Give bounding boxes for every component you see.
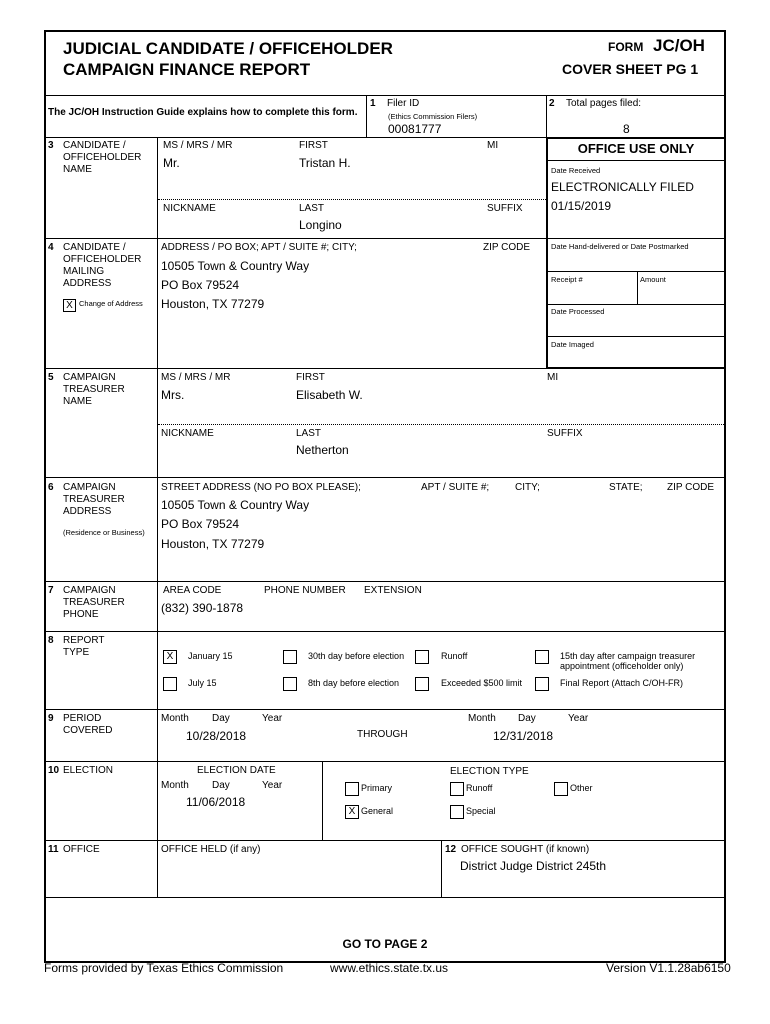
total-pages-value[interactable]: 8	[623, 122, 630, 136]
s7-label-line: CAMPAIGN	[63, 585, 116, 596]
election-type-option-label: Primary	[361, 783, 392, 793]
treasurer-prefix[interactable]: Mrs.	[161, 388, 185, 402]
footer-provider: Forms provided by Texas Ethics Commission	[44, 961, 284, 975]
report-type-label: appointment (officeholder only)	[560, 661, 684, 671]
s5-label-line: NAME	[63, 396, 92, 407]
section-number: 2	[549, 98, 555, 109]
election-type-other-checkbox[interactable]	[554, 782, 568, 796]
divider	[547, 304, 725, 305]
election-type-primary-checkbox[interactable]	[345, 782, 359, 796]
section-number: 5	[48, 372, 54, 383]
treasurer-address-line[interactable]: 10505 Town & Country Way	[161, 498, 310, 512]
mailing-address-line[interactable]: Houston, TX 77279	[161, 297, 265, 311]
divider	[158, 424, 726, 425]
last-name-label: LAST	[296, 428, 322, 439]
change-of-address-label: Change of Address	[79, 299, 143, 308]
form-title-line1: JUDICIAL CANDIDATE / OFFICEHOLDER	[63, 39, 393, 58]
treasurer-first-name[interactable]: Elisabeth W.	[296, 388, 363, 402]
report-type-8th-day-checkbox[interactable]	[283, 677, 297, 691]
s6-label-line: TREASURER	[63, 494, 125, 505]
s3-label-line: CANDIDATE /	[63, 140, 126, 151]
nickname-label: NICKNAME	[161, 428, 214, 439]
treasurer-address-line[interactable]: Houston, TX 77279	[161, 537, 265, 551]
first-name-label: FIRST	[299, 140, 328, 151]
s4-label-line: OFFICEHOLDER	[63, 254, 142, 265]
election-type-option-label: Special	[466, 806, 496, 816]
s4-label-line: CANDIDATE /	[63, 242, 126, 253]
day-label: Day	[212, 780, 230, 791]
divider	[158, 199, 546, 200]
election-date-label: ELECTION DATE	[197, 765, 276, 776]
s5-label-line: TREASURER	[63, 384, 125, 395]
period-to-date[interactable]: 12/31/2018	[493, 729, 554, 743]
go-to-page-2: GO TO PAGE 2	[342, 937, 428, 951]
divider	[44, 840, 726, 841]
treasurer-last-name[interactable]: Netherton	[296, 443, 349, 457]
address-label: ADDRESS / PO BOX; APT / SUITE #; CITY;	[161, 242, 357, 253]
divider	[44, 897, 726, 898]
date-processed-label: Date Processed	[551, 307, 605, 316]
form-label: FORM	[608, 40, 644, 54]
s9-label-line: COVERED	[63, 725, 113, 736]
divider	[44, 709, 726, 710]
office-use-title: OFFICE USE ONLY	[577, 141, 695, 156]
prefix-label: MS / MRS / MR	[163, 140, 233, 151]
divider	[44, 95, 726, 96]
divider	[157, 137, 158, 897]
mi-label: MI	[487, 140, 499, 151]
report-type-final-checkbox[interactable]	[535, 677, 549, 691]
election-type-option-label: General	[361, 806, 394, 816]
section-number: 12	[445, 844, 457, 855]
month-label: Month	[161, 780, 189, 791]
divider	[44, 238, 547, 239]
divider	[547, 238, 725, 239]
s6-label-line: CAMPAIGN	[63, 482, 116, 493]
s8-label-line: REPORT	[63, 635, 105, 646]
instruction-text: The JC/OH Instruction Guide explains how to complete this form.	[48, 107, 358, 118]
divider	[637, 271, 638, 304]
report-type-15th-day-checkbox[interactable]	[535, 650, 549, 664]
apt-suite-label: APT / SUITE #;	[421, 482, 490, 493]
candidate-prefix[interactable]: Mr.	[163, 156, 180, 170]
candidate-last-name[interactable]: Longino	[299, 218, 342, 232]
filer-id-label: Filer ID	[387, 98, 420, 109]
extension-label: EXTENSION	[364, 585, 422, 596]
section-number: 9	[48, 713, 54, 724]
divider	[547, 271, 725, 272]
last-name-label: LAST	[299, 203, 325, 214]
treasurer-address-line[interactable]: PO Box 79524	[161, 517, 240, 531]
office-sought-value[interactable]: District Judge District 245th	[460, 859, 607, 873]
section-number: 3	[48, 140, 54, 151]
report-type-label: 15th day after campaign treasurer	[560, 651, 696, 661]
hand-delivered-label: Date Hand-delivered or Date Postmarked	[551, 242, 689, 251]
office-sought-label: OFFICE SOUGHT (if known)	[461, 844, 590, 855]
report-type-july15-checkbox[interactable]	[163, 677, 177, 691]
receipt-label: Receipt #	[551, 275, 583, 284]
divider	[322, 761, 323, 841]
office-label: OFFICE	[63, 844, 100, 855]
election-type-label: ELECTION TYPE	[450, 766, 529, 777]
report-type-january15-checkbox[interactable]: X	[163, 650, 177, 664]
footer-version: Version V1.1.28ab6150	[606, 961, 731, 975]
cover-sheet-label: COVER SHEET PG 1	[562, 61, 699, 77]
city-label: CITY;	[515, 482, 540, 493]
suffix-label: SUFFIX	[487, 203, 523, 214]
s7-label-line: TREASURER	[63, 597, 125, 608]
zip-code-label: ZIP CODE	[667, 482, 715, 493]
s4-label-line: MAILING	[63, 266, 105, 277]
form-title-line2: CAMPAIGN FINANCE REPORT	[63, 60, 311, 79]
amount-label: Amount	[640, 275, 666, 284]
report-type-exceeded-checkbox[interactable]	[415, 677, 429, 691]
section-number: 8	[48, 635, 54, 646]
date-received-label: Date Received	[551, 166, 601, 175]
treasurer-phone[interactable]: (832) 390-1878	[161, 601, 244, 615]
day-label: Day	[212, 713, 230, 724]
section-number: 7	[48, 585, 54, 596]
mailing-address-line[interactable]: PO Box 79524	[161, 278, 240, 292]
report-type-label: 8th day before election	[308, 678, 400, 688]
filer-id-sublabel: (Ethics Commission Filers)	[388, 112, 478, 121]
s6-label-line: ADDRESS	[63, 506, 112, 517]
form-id: JC/OH	[653, 36, 705, 55]
section-number: 6	[48, 482, 54, 493]
mi-label: MI	[547, 372, 559, 383]
suffix-label: SUFFIX	[547, 428, 583, 439]
section-number: 1	[370, 98, 376, 109]
phone-number-label: PHONE NUMBER	[264, 585, 346, 596]
report-type-label: Final Report (Attach C/OH-FR)	[560, 678, 684, 688]
s5-label-line: CAMPAIGN	[63, 372, 116, 383]
zip-code-label: ZIP CODE	[483, 242, 531, 253]
report-type-label: Exceeded $500 limit	[441, 678, 523, 688]
month-label: Month	[468, 713, 496, 724]
period-from-date[interactable]: 10/28/2018	[186, 729, 247, 743]
year-label: Year	[568, 713, 589, 724]
mailing-address-line[interactable]: 10505 Town & Country Way	[161, 259, 310, 273]
s7-label-line: PHONE	[63, 609, 99, 620]
divider	[44, 581, 726, 582]
residence-or-business-label: (Residence or Business)	[63, 528, 145, 537]
divider	[547, 336, 725, 337]
nickname-label: NICKNAME	[163, 203, 216, 214]
s4-label-line: ADDRESS	[63, 278, 112, 289]
filer-id-value[interactable]: 00081777	[388, 122, 442, 136]
report-type-label: July 15	[188, 678, 217, 688]
s8-label-line: TYPE	[63, 647, 90, 658]
month-label: Month	[161, 713, 189, 724]
divider	[44, 368, 726, 369]
year-label: Year	[262, 713, 283, 724]
divider	[547, 160, 725, 161]
divider	[44, 631, 726, 632]
report-type-label: January 15	[188, 651, 233, 661]
section-number: 4	[48, 242, 54, 253]
section-number: 11	[48, 844, 59, 855]
footer-url[interactable]: www.ethics.state.tx.us	[330, 961, 449, 975]
date-imaged-label: Date Imaged	[551, 340, 594, 349]
election-type-option-label: Runoff	[466, 783, 493, 793]
office-held-label: OFFICE HELD (if any)	[161, 844, 261, 855]
report-type-30th-day-checkbox[interactable]	[283, 650, 297, 664]
state-label: STATE;	[609, 482, 643, 493]
divider	[44, 477, 726, 478]
election-label: ELECTION	[63, 765, 114, 776]
divider	[546, 95, 547, 138]
through-label: THROUGH	[357, 729, 408, 740]
election-type-runoff-checkbox[interactable]	[450, 782, 464, 796]
report-type-runoff-checkbox[interactable]	[415, 650, 429, 664]
s3-label-line: OFFICEHOLDER	[63, 152, 142, 163]
election-type-general-checkbox[interactable]: X	[345, 805, 359, 819]
first-name-label: FIRST	[296, 372, 325, 383]
s9-label-line: PERIOD	[63, 713, 102, 724]
change-of-address-checkbox[interactable]: X	[63, 299, 76, 312]
divider	[441, 840, 442, 897]
election-type-special-checkbox[interactable]	[450, 805, 464, 819]
street-address-label: STREET ADDRESS (NO PO BOX PLEASE);	[161, 482, 361, 493]
candidate-first-name[interactable]: Tristan H.	[299, 156, 351, 170]
section-number: 10	[48, 765, 60, 776]
date-received-value: 01/15/2019	[551, 199, 612, 213]
total-pages-label: Total pages filed:	[566, 98, 642, 109]
report-type-label: 30th day before election	[308, 651, 405, 661]
filing-status: ELECTRONICALLY FILED	[551, 180, 694, 194]
report-type-label: Runoff	[441, 651, 468, 661]
prefix-label: MS / MRS / MR	[161, 372, 231, 383]
divider	[44, 137, 547, 138]
divider	[44, 761, 726, 762]
election-type-option-label: Other	[570, 783, 593, 793]
s3-label-line: NAME	[63, 164, 92, 175]
area-code-label: AREA CODE	[163, 585, 222, 596]
election-date-value[interactable]: 11/06/2018	[186, 795, 246, 809]
day-label: Day	[518, 713, 536, 724]
divider	[366, 95, 367, 138]
year-label: Year	[262, 780, 283, 791]
